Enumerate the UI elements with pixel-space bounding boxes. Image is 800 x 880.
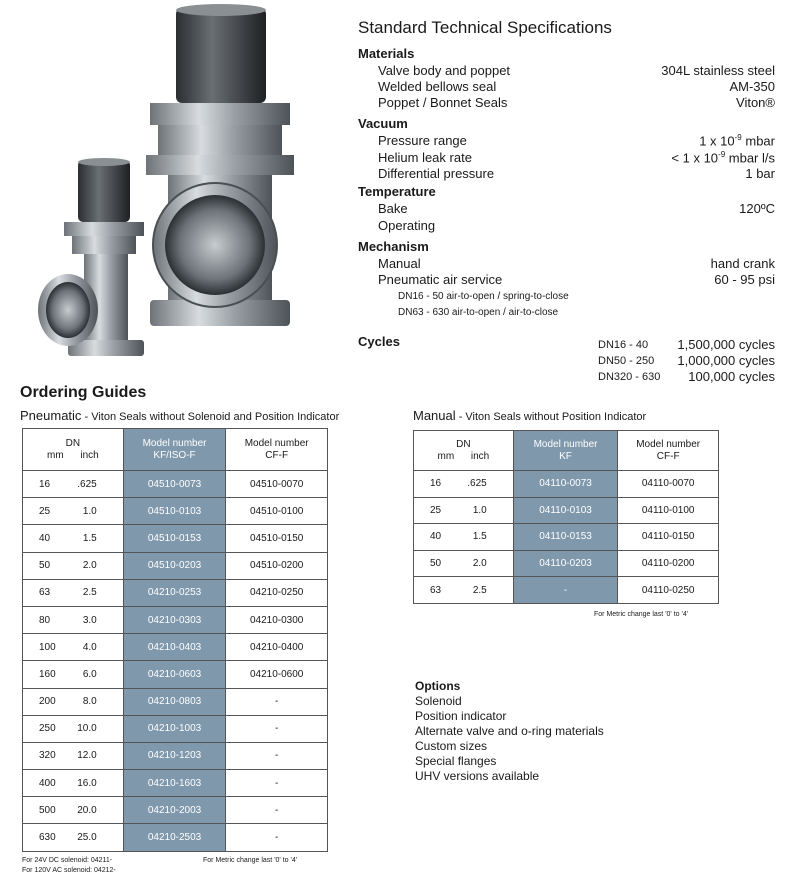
cycle-count: 100,000 cycles <box>688 369 775 384</box>
dn-mm-value: 160 <box>39 668 56 680</box>
dn-mm-value: 25 <box>39 505 51 517</box>
dn-mm-value: 16 <box>430 478 442 490</box>
dn-cell <box>23 498 124 525</box>
model-kf-cell: - <box>513 577 618 604</box>
dn-inch-value: 2.0 <box>82 560 97 572</box>
dn-cell <box>23 606 124 633</box>
spec-value: Viton® <box>736 95 775 110</box>
table-row <box>414 550 719 577</box>
dn-cell <box>414 524 514 551</box>
spec-label: Bake <box>378 201 408 216</box>
dn-mm-value: 40 <box>430 531 442 543</box>
dn-inch-value: 1.0 <box>82 505 97 517</box>
options-title: Options <box>415 679 461 693</box>
footnote-120v: For 120V AC solenoid: 04212- <box>22 867 116 874</box>
spec-value: 1 bar <box>745 166 775 181</box>
spec-section-vacuum: Vacuum <box>358 116 408 131</box>
large-valve-actuator <box>176 8 266 103</box>
table-row <box>23 606 328 633</box>
cycle-count: 1,000,000 cycles <box>677 353 775 368</box>
dn-cell <box>23 552 124 579</box>
dn-mm-value: 80 <box>39 614 51 626</box>
spec-section-materials: Materials <box>358 46 415 61</box>
model-kf-cell: 04210-1603 <box>123 770 226 797</box>
table-row <box>23 552 328 579</box>
table-row <box>23 770 328 797</box>
dn-mm-value: 500 <box>39 804 56 816</box>
dn-cell <box>23 742 124 769</box>
spec-note: DN63 - 630 air-to-open / air-to-close <box>398 307 559 318</box>
dn-mm-value: 200 <box>39 696 56 708</box>
dn-cell <box>23 770 124 797</box>
dn-header: DN mm inch <box>414 431 514 471</box>
footnote-24v: For 24V DC solenoid: 04211- <box>22 857 113 864</box>
dn-inch-value: 3.0 <box>82 614 97 626</box>
cycle-count: 1,500,000 cycles <box>677 337 775 352</box>
pneumatic-ordering-table <box>22 428 328 852</box>
cycle-range: DN320 - 630 <box>598 371 661 383</box>
model-kf-cell: 04210-0403 <box>123 634 226 661</box>
model-cf-cell: 04110-0200 <box>618 550 719 577</box>
dn-mm-value: 320 <box>39 750 56 762</box>
spec-label: Welded bellows seal <box>378 79 497 94</box>
footnote-metric: For Metric change last '0' to '4' <box>203 857 298 864</box>
model-cf-cell: - <box>226 715 328 742</box>
dn-inch-value: 1.5 <box>472 531 487 543</box>
dn-inch-value: 6.0 <box>82 668 97 680</box>
spec-section-cycles: Cycles <box>358 334 400 349</box>
option-item: Special flanges <box>415 754 497 768</box>
model-cf-cell: 04210-0300 <box>226 606 328 633</box>
table-row <box>414 497 719 524</box>
model-kf-header: Model number KF <box>513 431 618 471</box>
dn-inch-value: 25.0 <box>77 832 97 844</box>
table-row <box>23 715 328 742</box>
option-item: Custom sizes <box>415 739 488 753</box>
table-row <box>23 471 328 498</box>
manual-footnote-metric: For Metric change last '0' to '4' <box>594 611 689 618</box>
dn-inch-value: 1.0 <box>472 504 487 516</box>
dn-inch-value: .625 <box>467 478 487 490</box>
dn-cell <box>23 824 124 851</box>
model-kf-cell: 04210-2503 <box>123 824 226 851</box>
model-cf-cell: - <box>226 770 328 797</box>
dn-mm-value: 250 <box>39 723 56 735</box>
dn-inch-value: 2.5 <box>472 584 487 596</box>
spec-label: Manual <box>378 256 421 271</box>
model-kf-cell: 04110-0203 <box>513 550 618 577</box>
model-kf-cell: 04110-0153 <box>513 524 618 551</box>
spec-label: Valve body and poppet <box>378 63 511 78</box>
angle-valve-product-image <box>0 0 330 380</box>
table-row <box>23 634 328 661</box>
dn-cell <box>414 471 514 498</box>
dn-inch-value: 20.0 <box>77 804 97 816</box>
manual-ordering-table <box>413 430 719 604</box>
dn-mm-value: 50 <box>430 558 442 570</box>
table-row <box>414 524 719 551</box>
model-kf-cell: 04510-0203 <box>123 552 226 579</box>
table-row <box>414 471 719 498</box>
spec-value-pressure: 1 x $10^{-9}$ mbar <box>699 133 775 149</box>
model-cf-cell: 04110-0250 <box>618 577 719 604</box>
table-row <box>23 525 328 552</box>
spec-section-mechanism: Mechanism <box>358 239 429 254</box>
dn-mm-value: 400 <box>39 777 56 789</box>
model-cf-cell: 04510-0150 <box>226 525 328 552</box>
manual-table-body <box>414 471 719 604</box>
model-cf-cell: 04110-0100 <box>618 497 719 524</box>
dn-mm-value: 63 <box>39 587 51 599</box>
model-cf-header: Model number CF-F <box>226 429 328 471</box>
model-cf-cell: 04110-0070 <box>618 471 719 498</box>
specs-title: Standard Technical Specifications <box>358 18 612 37</box>
model-cf-cell: - <box>226 742 328 769</box>
pneumatic-table-body <box>23 471 328 852</box>
spec-label: Differential pressure <box>378 166 495 181</box>
option-item: Solenoid <box>415 694 462 708</box>
spec-label: Pneumatic air service <box>378 272 503 287</box>
option-item: Position indicator <box>415 709 507 723</box>
pneumatic-heading: Pneumatic - Viton Seals without Solenoid and Position Indicator <box>20 408 340 423</box>
spec-note: DN16 - 50 air-to-open / spring-to-close <box>398 291 569 302</box>
model-kf-cell: 04110-0073 <box>513 471 618 498</box>
model-kf-cell: 04510-0103 <box>123 498 226 525</box>
dn-inch-value: .625 <box>77 478 97 490</box>
model-cf-cell: - <box>226 824 328 851</box>
dn-inch-value: 4.0 <box>82 641 97 653</box>
model-cf-cell: 04510-0100 <box>226 498 328 525</box>
dn-mm-value: 16 <box>39 478 51 490</box>
dn-inch-value: 12.0 <box>77 750 97 762</box>
table-header-row <box>414 431 719 471</box>
dn-inch-value: 16.0 <box>77 777 97 789</box>
model-cf-cell: 04210-0600 <box>226 661 328 688</box>
spec-label: Helium leak rate <box>378 150 472 165</box>
model-cf-cell: 04510-0070 <box>226 471 328 498</box>
dn-cell <box>23 579 124 606</box>
dn-mm-value: 63 <box>430 584 442 596</box>
dn-cell <box>414 550 514 577</box>
manual-heading: Manual - Viton Seals without Position Indicator <box>413 408 647 423</box>
dn-cell <box>23 525 124 552</box>
dn-inch-value: 2.5 <box>82 587 97 599</box>
option-item: Alternate valve and o-ring materials <box>415 724 604 738</box>
model-kf-cell: 04210-0303 <box>123 606 226 633</box>
dn-cell <box>23 715 124 742</box>
dn-header: DN mm inch <box>23 429 124 471</box>
spec-label: Poppet / Bonnet Seals <box>378 95 508 110</box>
table-row <box>23 661 328 688</box>
table-row <box>23 824 328 851</box>
table-row <box>23 498 328 525</box>
model-cf-cell: - <box>226 688 328 715</box>
spec-value: 60 - 95 psi <box>714 272 775 287</box>
table-row <box>23 742 328 769</box>
model-kf-cell: 04210-2003 <box>123 797 226 824</box>
model-cf-cell: 04210-0250 <box>226 579 328 606</box>
model-kf-cell: 04210-0253 <box>123 579 226 606</box>
cycle-range: DN50 - 250 <box>598 355 655 367</box>
model-cf-cell: 04510-0200 <box>226 552 328 579</box>
model-kf-cell: 04210-0603 <box>123 661 226 688</box>
spec-label: Pressure range <box>378 133 467 148</box>
dn-mm-value: 25 <box>430 504 442 516</box>
dn-inch-value: 1.5 <box>82 532 97 544</box>
cycle-range: DN16 - 40 <box>598 339 649 351</box>
spec-value: 304L stainless steel <box>661 63 775 78</box>
dn-cell <box>23 661 124 688</box>
model-cf-cell: 04210-0400 <box>226 634 328 661</box>
model-kf-cell: 04510-0153 <box>123 525 226 552</box>
model-kf-cell: 04210-0803 <box>123 688 226 715</box>
model-cf-cell: 04110-0150 <box>618 524 719 551</box>
dn-inch-value: 10.0 <box>77 723 97 735</box>
dn-cell <box>23 471 124 498</box>
table-row <box>23 579 328 606</box>
dn-inch-value: 8.0 <box>82 696 97 708</box>
option-item: UHV versions available <box>415 769 540 783</box>
model-kf-cell: 04210-1003 <box>123 715 226 742</box>
spec-label: Operating <box>378 218 436 233</box>
dn-mm-value: 40 <box>39 532 51 544</box>
dn-cell <box>414 497 514 524</box>
spec-value: hand crank <box>710 256 775 271</box>
spec-value: AM-350 <box>729 79 775 94</box>
model-cf-header: Model number CF-F <box>618 431 719 471</box>
dn-cell <box>23 688 124 715</box>
dn-cell <box>414 577 514 604</box>
table-header-row <box>23 429 328 471</box>
spec-section-temperature: Temperature <box>358 184 436 199</box>
model-cf-cell: - <box>226 797 328 824</box>
spec-value-leak-rate: < 1 x $10^{-9}$ mbar l/s <box>671 150 775 166</box>
spec-value: 120ºC <box>739 201 775 216</box>
dn-cell <box>23 797 124 824</box>
dn-mm-value: 50 <box>39 560 51 572</box>
dn-mm-value: 630 <box>39 832 56 844</box>
dn-cell <box>23 634 124 661</box>
model-kf-header: Model number KF/ISO-F <box>123 429 226 471</box>
dn-inch-value: 2.0 <box>472 558 487 570</box>
ordering-guides-title: Ordering Guides <box>20 384 147 401</box>
small-valve-actuator <box>78 160 130 222</box>
model-kf-cell: 04110-0103 <box>513 497 618 524</box>
table-row <box>414 577 719 604</box>
model-kf-cell: 04510-0073 <box>123 471 226 498</box>
model-kf-cell: 04210-1203 <box>123 742 226 769</box>
table-row <box>23 797 328 824</box>
table-row <box>23 688 328 715</box>
dn-mm-value: 100 <box>39 641 56 653</box>
